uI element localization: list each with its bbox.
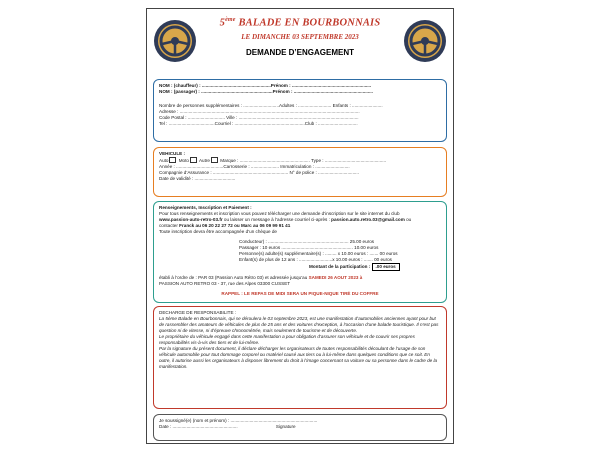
- validity-line[interactable]: Date de validité : ................................: [159, 176, 236, 181]
- total-amount[interactable]: .00 euros: [372, 263, 400, 271]
- discharge-paragraph-2: Le propriétaire du véhicule engagé dans cette manifestation a pour obligation d’assurer son véhicule et de couvrir ses propres responsabilités vis-à-vis des tiers et de lui-même.: [159, 334, 415, 345]
- passenger-name-line[interactable]: NOM : (passager) : ........................................................Prénom : ..............................................................: [159, 89, 373, 94]
- fee-passenger: Passager : 10 euros ........................................................ 10.00 euros: [239, 245, 379, 250]
- discharge-paragraph-1: La 5ème Balade en Bourbonnais, qui se déroulera le 03 septembre 2023, est une manifestation d’automobiles anciennes ayant pour but de rassembler des amateurs de véhicules de plus de 25 ans et des voitures d’exception, à l’occasion d’une balade touristique. Il n’est pas question ni de vitesse, ni d’épreuve chronométrée, mais seulement de tourisme et de découverte.: [159, 316, 439, 333]
- insurance-line[interactable]: Compagnie d’Assurance : ........................................................... N° de police : ................................: [159, 170, 359, 175]
- club-website-link[interactable]: www.passion-auto-retro-03.fr: [159, 217, 223, 222]
- cheque-line: Toute inscription devra être accompagnée d’un chèque de: [159, 229, 277, 234]
- club-email-link[interactable]: passion.auto.retro.03@gmail.com: [331, 217, 405, 222]
- postal-code-line[interactable]: Code Postal : ............................. Ville : ..............................................................................................: [159, 115, 359, 120]
- event-title: 5ème BALADE EN BOURBONNAIS: [219, 17, 381, 29]
- info-line: Pour tous renseignements et inscription vous pouvez télécharger une demande d’inscription sur le site internet du club: [159, 211, 400, 216]
- phone-contact-line: contacter Franck au 06 20 22 27 72 ou Marc au 06 09 99 91 41: [159, 223, 291, 228]
- extra-persons-line[interactable]: Nombre de personnes supplémentaires : ............................Adultes : .......................... Enfants : ........................: [159, 103, 383, 108]
- signature-section: [153, 414, 447, 441]
- contact-line: www.passion-auto-retro-03.fr ou laisser un message à l’adresse courriel ci-après : passion.auto.retro.03@gmail.com ou: [159, 217, 412, 222]
- total-line: Montant de la participation : .00 euros: [159, 263, 441, 271]
- address-line[interactable]: Adresse : .............................................................................................................................................: [159, 109, 360, 114]
- postal-address: PASSION AUTO RETRO 03 - 37, rue des Alpes 03300 CUSSET: [159, 281, 291, 286]
- identity-section: [153, 79, 447, 142]
- lunch-reminder: RAPPEL : LE REPAS DE MIDI SERA UN PIQUE-NIQUE TIRÉ DU COFFRE: [221, 291, 379, 296]
- event-date: LE DIMANCHE 03 SEPTEMBRE 2023: [241, 33, 359, 41]
- date-signature-line[interactable]: Date : ................................................... Signature: [159, 424, 296, 429]
- autre-label: Autre: [198, 158, 210, 163]
- discharge-section: [153, 306, 447, 409]
- payment-heading: Renseignements, Inscription et Paiement :: [159, 205, 252, 210]
- fee-adults[interactable]: Personne(s) adulte(s) supplémentaire(s) : ......... x 10.00 euros : ....... 00 euros: [239, 251, 398, 256]
- registration-form-page: [146, 8, 454, 444]
- auto-checkbox[interactable]: [169, 157, 176, 163]
- marque-line[interactable]: Marque : ....................................................... Type : ................................................: [220, 158, 387, 163]
- vehicle-section: [153, 147, 447, 197]
- moto-label: Moto: [178, 158, 189, 163]
- vehicle-heading: VEHICULE :: [159, 151, 186, 156]
- phone-email-line[interactable]: Tel : ....................................Courriel : .......................................................Club : ...............................: [159, 121, 358, 126]
- fee-children[interactable]: Enfant(s) de plus de 12 ans : ..........................x 10.00 euros : ....... 00 euros: [239, 257, 392, 262]
- payment-section: [153, 201, 447, 303]
- auto-label: Auto: [159, 158, 169, 163]
- moto-checkbox[interactable]: [190, 157, 197, 163]
- discharge-paragraph-3: Par la signature du présent document, il déclare décharger les organisateurs de toutes responsabilités découlant de l’usage de son véhicule automobile pour tout dommage corporel ou matériel causé aux tiers ou à lui-même dans quelques conditions que ce soit. En outre, il autorise aussi les organisateurs à disposer librement du droit à l’image concernant sa voiture ou sa personne dans le cadre de la manifestation.: [159, 346, 438, 369]
- discharge-heading: DECHARGE DE RESPONSABILITE :: [159, 310, 237, 315]
- fee-driver: Conducteur) : ............................................................... 25.00 euros: [239, 239, 375, 244]
- deadline-date: SAMEDI 26 AOUT 2023 à: [308, 275, 363, 280]
- autre-checkbox[interactable]: [211, 157, 218, 163]
- form-title: DEMANDE D’ENGAGEMENT: [245, 48, 354, 57]
- year-line[interactable]: Année : .....................................Carrosserie : ...................... Immatriculation : ...........................: [159, 164, 350, 169]
- driver-name-line[interactable]: NOM : (chauffeur) : ......................................................Prénom : ..............................................................: [159, 83, 372, 88]
- vehicle-type-line: [159, 157, 441, 164]
- signatory-name-line[interactable]: Je soussigné(e) (nom et prénom) : ....................................................................: [159, 418, 318, 423]
- cheque-order-line: établi à l’ordre de : PAR 03 (Passion Auto Rétro 03) et adressée jusqu’au SAMEDI 26 AOUT 2023 à: [159, 275, 363, 280]
